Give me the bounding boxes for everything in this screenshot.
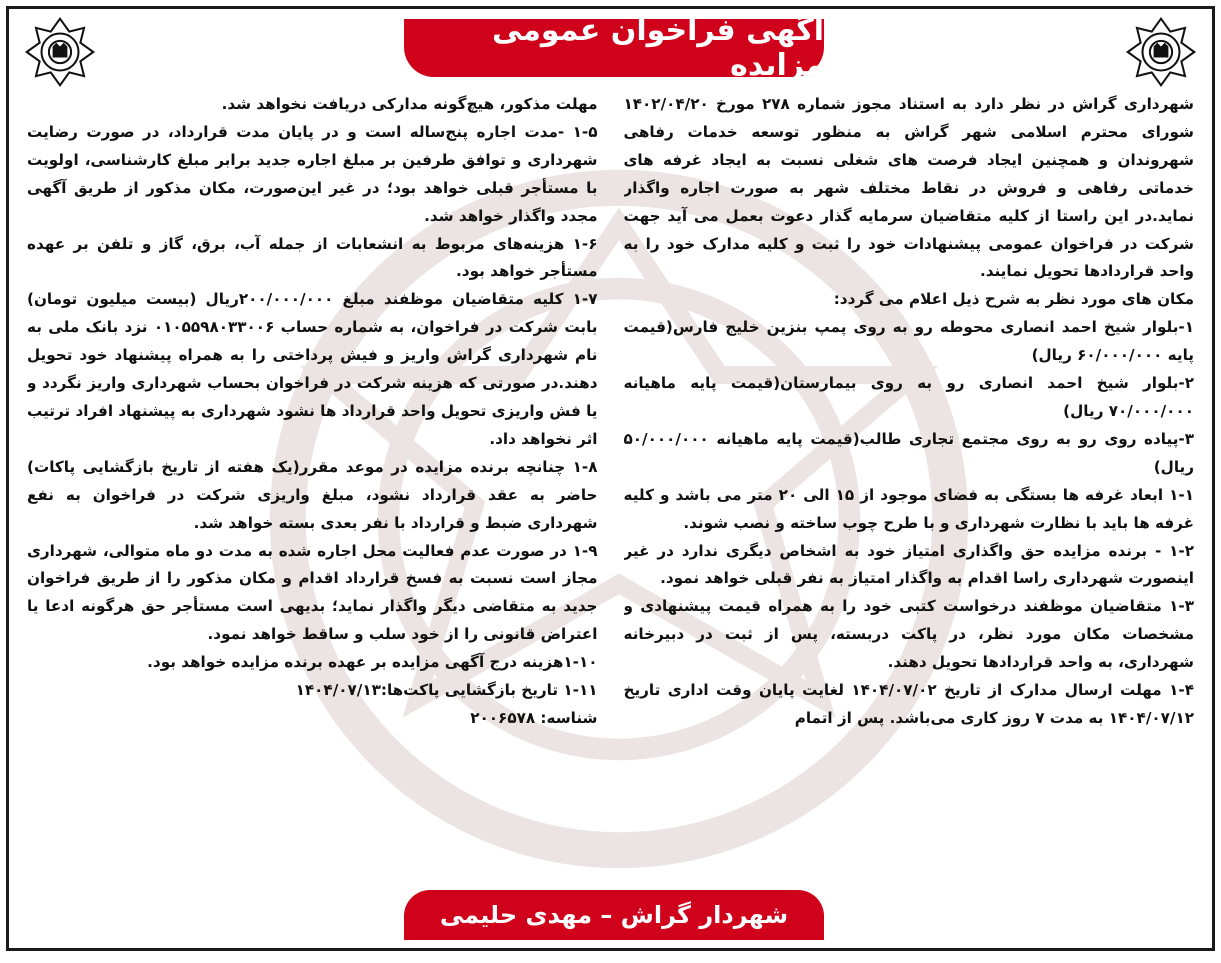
clause-paragraph: ۱-۴ مهلت ارسال مدارک از تاریخ ۱۴۰۴/۰۷/۰۲ لغایت پایان وقت اداری تاریخ ۱۴۰۴/۰۷/۱۲ به مدت ۷ روز کاری می‌باشد. پس از اتمام xyxy=(623,681,1194,727)
clause-paragraph: ۱-۹ در صورت عدم فعالیت محل اجاره شده به مدت دو ماه متوالی، شهرداری مجاز است نسبت به فسخ قرارداد اقدام و مکان مذکور را از طریق فراخوان جدید به متقاضی دیگر واگذار نماید؛ بدیهی است مستأجر حق هرگونه ادعا یا اعتراض قانونی را از خود سلب و ساقط خواهد نمود. xyxy=(27,541,598,644)
left-column xyxy=(27,91,598,880)
location-item: ۳-پیاده روی رو به روی مجتمع تجاری طالب(قیمت پایه ماهیانه ۵۰/۰۰۰/۰۰۰ ریال) xyxy=(623,429,1194,476)
opening-date: ۱-۱۱ تاریخ بازگشایی پاکت‌ها:۱۴۰۴/۰۷/۱۳ xyxy=(295,681,598,700)
clause-paragraph: ۱-۷ کلیه متقاضیان موظفند مبلغ ۲۰۰/۰۰۰/۰۰۰ریال (بیست میلیون تومان) بابت شرکت در فراخوان، به شماره حساب ۰۱۰۵۵۹۸۰۳۳۰۰۶ نزد بانک ملی به نام شهرداری گراش واریز و فیش پرداختی را به همراه پیشنهاد خود تحویل دهند.در صورتی که هزینه شرکت در فراخوان بحساب شهرداری واریز نگردد و یا فش واریزی تحویل واحد قرارداد ها نشود شهرداری به پیشنهاد افراد ترتیب اثر نخواهد داد. xyxy=(27,290,598,448)
clause-paragraph: ۱-۲ - برنده مزایده حق واگذاری امتیاز خود به اشخاص دیگری ندارد در غیر اینصورت شهرداری راسا اقدام به واگذار امتیاز به نفر قبلی خواهد نمود. xyxy=(623,541,1194,588)
clause-paragraph: ۱-۱ ابعاد غرفه ها بستگی به فضای موجود از ۱۵ الی ۲۰ متر می باشد و کلیه غرفه ها باید با نظارت شهرداری و با طرح چوب ساخته و نصب شوند. xyxy=(623,485,1194,532)
notice-title: آگهی فراخوان عمومی مزایده xyxy=(404,19,824,77)
municipality-emblem-icon xyxy=(23,15,97,89)
notice-page xyxy=(6,6,1215,951)
clause-paragraph: ۱-۶ هزینه‌های مربوط به انشعابات از جمله آب، برق، گاز و تلفن بر عهده مستأجر خواهد بود. xyxy=(27,234,598,281)
clause-paragraph: ۱-۱۰هزینه درج آگهی مزایده بر عهده برنده مزایده خواهد بود. xyxy=(147,653,598,672)
location-item: ۱-بلوار شیخ احمد انصاری محوطه رو به روی پمپ بنزین خلیج فارس(قیمت پایه ۶۰/۰۰۰/۰۰۰ ریال) xyxy=(623,318,1194,365)
signature-footer: شهردار گراش – مهدی حلیمی xyxy=(404,890,824,940)
intro-paragraph: شهرداری گراش در نظر دارد به استناد مجوز شماره ۲۷۸ مورخ ۱۴۰۲/۰۴/۲۰ شورای محترم اسلامی شهر گراش به منظور توسعه خدمات رفاهی شهروندان و همچنین ایجاد فرصت های شغلی نسبت به ایجاد غرفه های خدماتی رفاهی و فروش در نقاط مختلف شهر به صورت اجاره واگذار نماید.در این راستا از کلیه متقاضیان سرمایه گذار دعوت بعمل می آید جهت شرکت در فراخوان عمومی پیشنهادات خود را ثبت و کلیه مدارک خود را به واحد قراردادها تحویل نمایند. xyxy=(623,95,1194,281)
right-column xyxy=(624,91,1195,880)
notice-body xyxy=(27,91,1194,880)
clause-paragraph: مهلت مذکور، هیچ‌گونه مدارکی دریافت نخواهد شد. xyxy=(221,95,598,113)
clause-paragraph: ۱-۵ -مدت اجاره پنج‌ساله است و در پایان مدت قرارداد، در صورت رضایت شهرداری و توافق طرفین بر مبلغ اجاره جدید برابر مبلغ کارشناسی، اولویت با مستأجر قبلی خواهد بود؛ در غیر این‌صورت، مکان مذکور از طریق آگهی مجدد واگذار خواهد شد. xyxy=(27,122,598,225)
notice-id: شناسه: ۲۰۰۶۵۷۸ xyxy=(470,708,598,727)
municipality-emblem-icon xyxy=(1124,15,1198,89)
clause-paragraph: ۱-۸ چنانچه برنده مزایده در موعد مقرر(یک هفته از تاریخ بازگشایی پاکات) حاضر به عقد قرارداد نشود، مبلغ واریزی شرکت در فراخوان به نفع شهرداری ضبط و قرارداد با نفر بعدی بسته خواهد شد. xyxy=(27,457,598,532)
locations-heading: مکان های مورد نظر به شرح ذیل اعلام می گردد: xyxy=(833,290,1194,309)
clause-paragraph: ۱-۳ متقاضیان موظفند درخواست کتبی خود را به همراه قیمت پیشنهادی و مشخصات مکان مورد نظر، در پاکت دربسته، پس از ثبت در دبیرخانه شهرداری، به واحد قراردادها تحویل دهند. xyxy=(623,597,1194,672)
location-item: ۲-بلوار شیخ احمد انصاری رو به روی بیمارستان(قیمت پایه ماهیانه ۷۰/۰۰۰/۰۰۰ ریال) xyxy=(623,374,1194,420)
